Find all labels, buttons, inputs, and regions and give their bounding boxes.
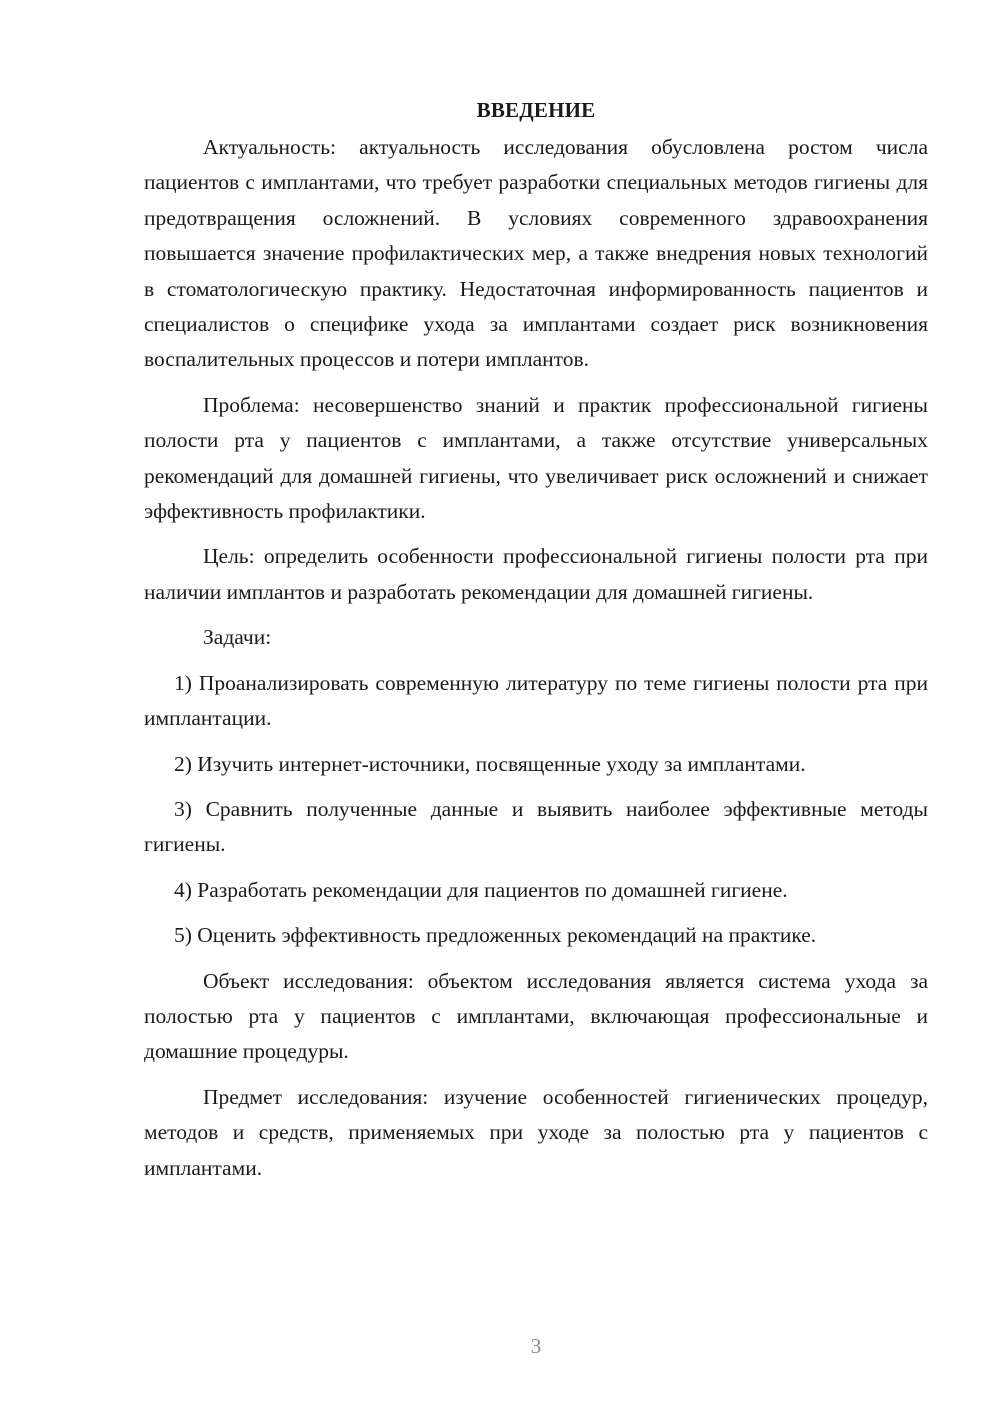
- paragraph-relevance: Актуальность: актуальность исследования обусловлена ростом числа пациентов с имплантами, что требует разработки специальных методов гигиены для предотвращения осложнений. В условиях современного здравоохранения повышается значение профилактических мер, а также внедрения новых технологий в стоматологическую практику. Недостаточная информированность пациентов и специалистов о специфике ухода за имплантами создает риск возникновения воспалительных процессов и потери имплантов.: [144, 135, 928, 372]
- tasks-label: Задачи:: [203, 625, 272, 650]
- page-number: 3: [530, 1334, 542, 1358]
- paragraph-problem: Проблема: несовершенство знаний и практик профессиональной гигиены полости рта у пациентов с имплантами, а также отсутствие универсальных рекомендаций для домашней гигиены, что увеличивает риск осложнений и снижает эффективность профилактики.: [144, 392, 928, 524]
- document-page: [144, 92, 928, 1186]
- paragraph-goal: Цель: определить особенности профессиональной гигиены полости рта при наличии имплантов и разработать рекомендации для домашней гигиены.: [144, 544, 928, 604]
- task-item-1: 1) Проанализировать современную литературу по теме гигиены полости рта при имплантации.: [144, 670, 928, 731]
- paragraph-subject: Предмет исследования: изучение особенностей гигиенических процедур, методов и средств, применяемых при уходе за полостью рта у пациентов с имплантами.: [144, 1084, 928, 1180]
- task-item-3: 3) Сравнить полученные данные и выявить наиболее эффективные методы гигиены.: [144, 796, 928, 857]
- task-item-4: 4) Разработать рекомендации для пациентов по домашней гигиене.: [174, 877, 788, 902]
- task-item-2: 2) Изучить интернет-источники, посвященные уходу за имплантами.: [174, 751, 806, 776]
- page-title: ВВЕДЕНИЕ: [476, 98, 596, 122]
- paragraph-object: Объект исследования: объектом исследования является система ухода за полостью рта у пациентов с имплантами, включающая профессиональные и домашние процедуры.: [144, 968, 928, 1064]
- task-item-5: 5) Оценить эффективность предложенных рекомендаций на практике.: [174, 923, 817, 948]
